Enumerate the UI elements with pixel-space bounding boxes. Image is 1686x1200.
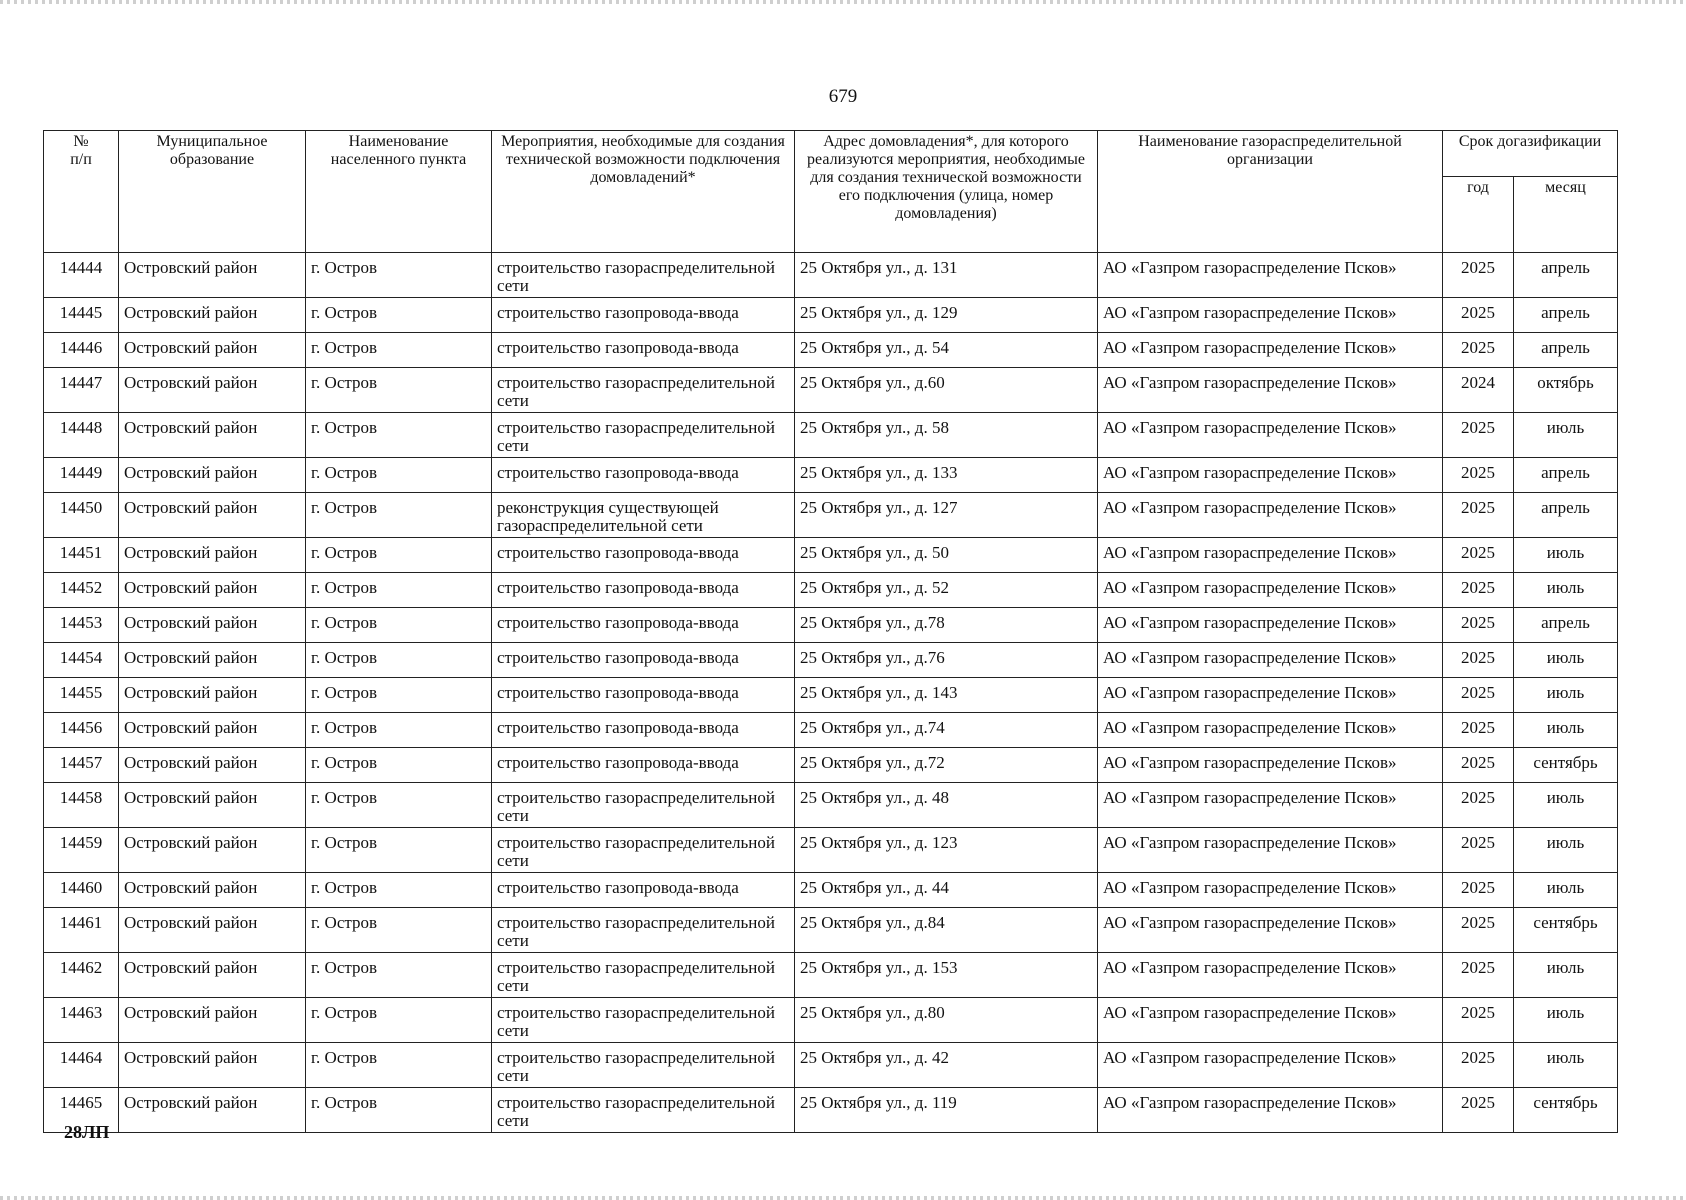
header-organization: Наименование газораспределительной организации bbox=[1098, 131, 1443, 253]
cell-address: 25 Октября ул., д. 48 bbox=[795, 783, 1098, 828]
cell-year: 2025 bbox=[1443, 908, 1514, 953]
cell-month: апрель bbox=[1514, 253, 1618, 298]
table-row bbox=[44, 953, 1618, 998]
cell-address: 25 Октября ул., д. 44 bbox=[795, 873, 1098, 908]
header-year: год bbox=[1443, 177, 1514, 253]
cell-organization: АО «Газпром газораспределение Псков» bbox=[1098, 643, 1443, 678]
cell-municipality: Островский район bbox=[119, 953, 306, 998]
cell-year: 2025 bbox=[1443, 678, 1514, 713]
cell-address: 25 Октября ул., д. 54 bbox=[795, 333, 1098, 368]
table-row bbox=[44, 573, 1618, 608]
cell-num: 14449 bbox=[44, 458, 119, 493]
footer-code: 28ЛП bbox=[64, 1122, 110, 1142]
cell-measure: строительство газопровода-ввода bbox=[492, 678, 795, 713]
cell-month: июль bbox=[1514, 828, 1618, 873]
cell-measure: строительство газораспределительной сети bbox=[492, 908, 795, 953]
header-num: № п/п bbox=[44, 131, 119, 253]
cell-settlement: г. Остров bbox=[306, 908, 492, 953]
cell-municipality: Островский район bbox=[119, 573, 306, 608]
table-row bbox=[44, 333, 1618, 368]
cell-settlement: г. Остров bbox=[306, 643, 492, 678]
cell-organization: АО «Газпром газораспределение Псков» bbox=[1098, 748, 1443, 783]
cell-year: 2025 bbox=[1443, 643, 1514, 678]
cell-settlement: г. Остров bbox=[306, 608, 492, 643]
scan-edge-top bbox=[0, 0, 1686, 4]
table-row bbox=[44, 1043, 1618, 1088]
table-row bbox=[44, 298, 1618, 333]
cell-num: 14446 bbox=[44, 333, 119, 368]
gasification-table bbox=[43, 130, 1618, 1133]
table-row bbox=[44, 643, 1618, 678]
cell-address: 25 Октября ул., д.78 bbox=[795, 608, 1098, 643]
cell-measure: строительство газораспределительной сети bbox=[492, 368, 795, 413]
table-row bbox=[44, 998, 1618, 1043]
cell-organization: АО «Газпром газораспределение Псков» bbox=[1098, 873, 1443, 908]
header-municipality: Муниципальное образование bbox=[119, 131, 306, 253]
cell-settlement: г. Остров bbox=[306, 953, 492, 998]
cell-organization: АО «Газпром газораспределение Псков» bbox=[1098, 783, 1443, 828]
cell-organization: АО «Газпром газораспределение Псков» bbox=[1098, 713, 1443, 748]
cell-municipality: Островский район bbox=[119, 253, 306, 298]
cell-municipality: Островский район bbox=[119, 643, 306, 678]
cell-municipality: Островский район bbox=[119, 998, 306, 1043]
cell-month: июль bbox=[1514, 573, 1618, 608]
cell-num: 14451 bbox=[44, 538, 119, 573]
cell-year: 2025 bbox=[1443, 828, 1514, 873]
cell-address: 25 Октября ул., д. 129 bbox=[795, 298, 1098, 333]
cell-measure: строительство газопровода-ввода bbox=[492, 298, 795, 333]
cell-organization: АО «Газпром газораспределение Псков» bbox=[1098, 368, 1443, 413]
cell-year: 2025 bbox=[1443, 253, 1514, 298]
cell-num: 14460 bbox=[44, 873, 119, 908]
cell-month: июль bbox=[1514, 678, 1618, 713]
cell-num: 14455 bbox=[44, 678, 119, 713]
cell-settlement: г. Остров bbox=[306, 1043, 492, 1088]
cell-year: 2025 bbox=[1443, 1043, 1514, 1088]
cell-month: сентябрь bbox=[1514, 748, 1618, 783]
cell-municipality: Островский район bbox=[119, 873, 306, 908]
cell-municipality: Островский район bbox=[119, 908, 306, 953]
cell-month: сентябрь bbox=[1514, 908, 1618, 953]
cell-municipality: Островский район bbox=[119, 678, 306, 713]
table-container bbox=[43, 130, 1617, 1133]
cell-address: 25 Октября ул., д. 127 bbox=[795, 493, 1098, 538]
table-header bbox=[44, 131, 1618, 253]
cell-num: 14464 bbox=[44, 1043, 119, 1088]
cell-municipality: Островский район bbox=[119, 493, 306, 538]
cell-organization: АО «Газпром газораспределение Псков» bbox=[1098, 908, 1443, 953]
cell-organization: АО «Газпром газораспределение Псков» bbox=[1098, 953, 1443, 998]
cell-municipality: Островский район bbox=[119, 538, 306, 573]
cell-year: 2025 bbox=[1443, 458, 1514, 493]
cell-year: 2025 bbox=[1443, 783, 1514, 828]
cell-address: 25 Октября ул., д. 119 bbox=[795, 1088, 1098, 1133]
table-row bbox=[44, 713, 1618, 748]
cell-municipality: Островский район bbox=[119, 748, 306, 783]
cell-municipality: Островский район bbox=[119, 458, 306, 493]
cell-organization: АО «Газпром газораспределение Псков» bbox=[1098, 253, 1443, 298]
cell-num: 14456 bbox=[44, 713, 119, 748]
cell-year: 2025 bbox=[1443, 713, 1514, 748]
cell-month: июль bbox=[1514, 953, 1618, 998]
header-month: месяц bbox=[1514, 177, 1618, 253]
cell-address: 25 Октября ул., д.60 bbox=[795, 368, 1098, 413]
cell-organization: АО «Газпром газораспределение Псков» bbox=[1098, 493, 1443, 538]
cell-address: 25 Октября ул., д. 50 bbox=[795, 538, 1098, 573]
header-term: Срок догазификации bbox=[1443, 131, 1618, 177]
cell-organization: АО «Газпром газораспределение Псков» bbox=[1098, 998, 1443, 1043]
cell-year: 2025 bbox=[1443, 873, 1514, 908]
cell-settlement: г. Остров bbox=[306, 413, 492, 458]
cell-address: 25 Октября ул., д.72 bbox=[795, 748, 1098, 783]
cell-settlement: г. Остров bbox=[306, 298, 492, 333]
cell-num: 14457 bbox=[44, 748, 119, 783]
cell-month: апрель bbox=[1514, 458, 1618, 493]
cell-measure: реконструкция существующей газораспределительной сети bbox=[492, 493, 795, 538]
cell-organization: АО «Газпром газораспределение Псков» bbox=[1098, 458, 1443, 493]
cell-measure: строительство газораспределительной сети bbox=[492, 413, 795, 458]
cell-address: 25 Октября ул., д. 131 bbox=[795, 253, 1098, 298]
table-row bbox=[44, 493, 1618, 538]
table-row bbox=[44, 1088, 1618, 1133]
scan-edge-bottom bbox=[0, 1196, 1686, 1200]
cell-address: 25 Октября ул., д. 42 bbox=[795, 1043, 1098, 1088]
page-number: 679 bbox=[828, 86, 858, 107]
cell-month: июль bbox=[1514, 643, 1618, 678]
cell-address: 25 Октября ул., д.76 bbox=[795, 643, 1098, 678]
cell-measure: строительство газопровода-ввода bbox=[492, 873, 795, 908]
cell-municipality: Островский район bbox=[119, 298, 306, 333]
cell-organization: АО «Газпром газораспределение Псков» bbox=[1098, 413, 1443, 458]
cell-measure: строительство газопровода-ввода bbox=[492, 643, 795, 678]
cell-year: 2025 bbox=[1443, 538, 1514, 573]
cell-month: июль bbox=[1514, 1043, 1618, 1088]
cell-organization: АО «Газпром газораспределение Псков» bbox=[1098, 1043, 1443, 1088]
cell-address: 25 Октября ул., д.80 bbox=[795, 998, 1098, 1043]
cell-settlement: г. Остров bbox=[306, 458, 492, 493]
cell-month: сентябрь bbox=[1514, 1088, 1618, 1133]
cell-municipality: Островский район bbox=[119, 1043, 306, 1088]
cell-settlement: г. Остров bbox=[306, 333, 492, 368]
cell-settlement: г. Остров bbox=[306, 873, 492, 908]
cell-num: 14462 bbox=[44, 953, 119, 998]
cell-month: июль bbox=[1514, 998, 1618, 1043]
cell-municipality: Островский район bbox=[119, 828, 306, 873]
cell-month: апрель bbox=[1514, 493, 1618, 538]
cell-month: октябрь bbox=[1514, 368, 1618, 413]
cell-address: 25 Октября ул., д. 58 bbox=[795, 413, 1098, 458]
cell-num: 14452 bbox=[44, 573, 119, 608]
cell-settlement: г. Остров bbox=[306, 253, 492, 298]
cell-measure: строительство газораспределительной сети bbox=[492, 1043, 795, 1088]
table-row bbox=[44, 908, 1618, 953]
cell-measure: строительство газопровода-ввода bbox=[492, 713, 795, 748]
cell-address: 25 Октября ул., д. 143 bbox=[795, 678, 1098, 713]
cell-year: 2025 bbox=[1443, 608, 1514, 643]
cell-organization: АО «Газпром газораспределение Псков» bbox=[1098, 573, 1443, 608]
cell-num: 14459 bbox=[44, 828, 119, 873]
table-row bbox=[44, 368, 1618, 413]
cell-measure: строительство газораспределительной сети bbox=[492, 828, 795, 873]
cell-municipality: Островский район bbox=[119, 783, 306, 828]
cell-year: 2025 bbox=[1443, 298, 1514, 333]
cell-organization: АО «Газпром газораспределение Псков» bbox=[1098, 333, 1443, 368]
cell-year: 2025 bbox=[1443, 1088, 1514, 1133]
cell-measure: строительство газопровода-ввода bbox=[492, 608, 795, 643]
cell-month: апрель bbox=[1514, 298, 1618, 333]
cell-organization: АО «Газпром газораспределение Псков» bbox=[1098, 298, 1443, 333]
cell-month: апрель bbox=[1514, 608, 1618, 643]
cell-num: 14448 bbox=[44, 413, 119, 458]
cell-year: 2024 bbox=[1443, 368, 1514, 413]
cell-organization: АО «Газпром газораспределение Псков» bbox=[1098, 678, 1443, 713]
cell-num: 14444 bbox=[44, 253, 119, 298]
cell-num: 14463 bbox=[44, 998, 119, 1043]
cell-address: 25 Октября ул., д.74 bbox=[795, 713, 1098, 748]
table-row bbox=[44, 538, 1618, 573]
cell-measure: строительство газопровода-ввода bbox=[492, 573, 795, 608]
cell-organization: АО «Газпром газораспределение Псков» bbox=[1098, 1088, 1443, 1133]
table-row bbox=[44, 748, 1618, 783]
table-row bbox=[44, 608, 1618, 643]
table-row bbox=[44, 413, 1618, 458]
cell-settlement: г. Остров bbox=[306, 828, 492, 873]
cell-municipality: Островский район bbox=[119, 368, 306, 413]
cell-address: 25 Октября ул., д. 123 bbox=[795, 828, 1098, 873]
cell-num: 14447 bbox=[44, 368, 119, 413]
cell-address: 25 Октября ул., д. 133 bbox=[795, 458, 1098, 493]
cell-month: июль bbox=[1514, 713, 1618, 748]
cell-settlement: г. Остров bbox=[306, 678, 492, 713]
cell-measure: строительство газораспределительной сети bbox=[492, 953, 795, 998]
cell-organization: АО «Газпром газораспределение Псков» bbox=[1098, 538, 1443, 573]
cell-month: июль bbox=[1514, 783, 1618, 828]
cell-address: 25 Октября ул., д. 52 bbox=[795, 573, 1098, 608]
table-row bbox=[44, 783, 1618, 828]
cell-num: 14450 bbox=[44, 493, 119, 538]
table-row bbox=[44, 253, 1618, 298]
cell-year: 2025 bbox=[1443, 998, 1514, 1043]
cell-num: 14465 bbox=[44, 1088, 119, 1133]
cell-settlement: г. Остров bbox=[306, 748, 492, 783]
cell-measure: строительство газопровода-ввода bbox=[492, 538, 795, 573]
cell-year: 2025 bbox=[1443, 413, 1514, 458]
table-row bbox=[44, 873, 1618, 908]
cell-num: 14445 bbox=[44, 298, 119, 333]
cell-year: 2025 bbox=[1443, 333, 1514, 368]
cell-organization: АО «Газпром газораспределение Псков» bbox=[1098, 828, 1443, 873]
cell-num: 14458 bbox=[44, 783, 119, 828]
cell-settlement: г. Остров bbox=[306, 493, 492, 538]
cell-measure: строительство газопровода-ввода bbox=[492, 458, 795, 493]
cell-settlement: г. Остров bbox=[306, 713, 492, 748]
cell-settlement: г. Остров bbox=[306, 368, 492, 413]
table-row bbox=[44, 678, 1618, 713]
cell-settlement: г. Остров bbox=[306, 998, 492, 1043]
table-row bbox=[44, 828, 1618, 873]
cell-year: 2025 bbox=[1443, 953, 1514, 998]
header-settlement: Наименование населенного пункта bbox=[306, 131, 492, 253]
cell-measure: строительство газораспределительной сети bbox=[492, 783, 795, 828]
cell-measure: строительство газораспределительной сети bbox=[492, 1088, 795, 1133]
cell-address: 25 Октября ул., д. 153 bbox=[795, 953, 1098, 998]
cell-municipality: Островский район bbox=[119, 713, 306, 748]
cell-municipality: Островский район bbox=[119, 1088, 306, 1133]
header-measures: Мероприятия, необходимые для создания технической возможности подключения домовладений* bbox=[492, 131, 795, 253]
cell-settlement: г. Остров bbox=[306, 538, 492, 573]
cell-year: 2025 bbox=[1443, 573, 1514, 608]
cell-month: июль bbox=[1514, 538, 1618, 573]
cell-address: 25 Октября ул., д.84 bbox=[795, 908, 1098, 953]
cell-month: апрель bbox=[1514, 333, 1618, 368]
header-address: Адрес домовладения*, для которого реализуются мероприятия, необходимые для создания технической возможности его подключения (улица, номер домовладения) bbox=[795, 131, 1098, 253]
cell-month: июль bbox=[1514, 413, 1618, 458]
cell-measure: строительство газораспределительной сети bbox=[492, 253, 795, 298]
cell-num: 14453 bbox=[44, 608, 119, 643]
cell-organization: АО «Газпром газораспределение Псков» bbox=[1098, 608, 1443, 643]
cell-year: 2025 bbox=[1443, 748, 1514, 783]
cell-municipality: Островский район bbox=[119, 333, 306, 368]
cell-year: 2025 bbox=[1443, 493, 1514, 538]
table-body bbox=[44, 253, 1618, 1133]
cell-settlement: г. Остров bbox=[306, 573, 492, 608]
cell-num: 14454 bbox=[44, 643, 119, 678]
cell-measure: строительство газопровода-ввода bbox=[492, 748, 795, 783]
cell-month: июль bbox=[1514, 873, 1618, 908]
cell-municipality: Островский район bbox=[119, 413, 306, 458]
cell-measure: строительство газопровода-ввода bbox=[492, 333, 795, 368]
table-row bbox=[44, 458, 1618, 493]
cell-municipality: Островский район bbox=[119, 608, 306, 643]
cell-measure: строительство газораспределительной сети bbox=[492, 998, 795, 1043]
cell-num: 14461 bbox=[44, 908, 119, 953]
cell-settlement: г. Остров bbox=[306, 783, 492, 828]
cell-settlement: г. Остров bbox=[306, 1088, 492, 1133]
